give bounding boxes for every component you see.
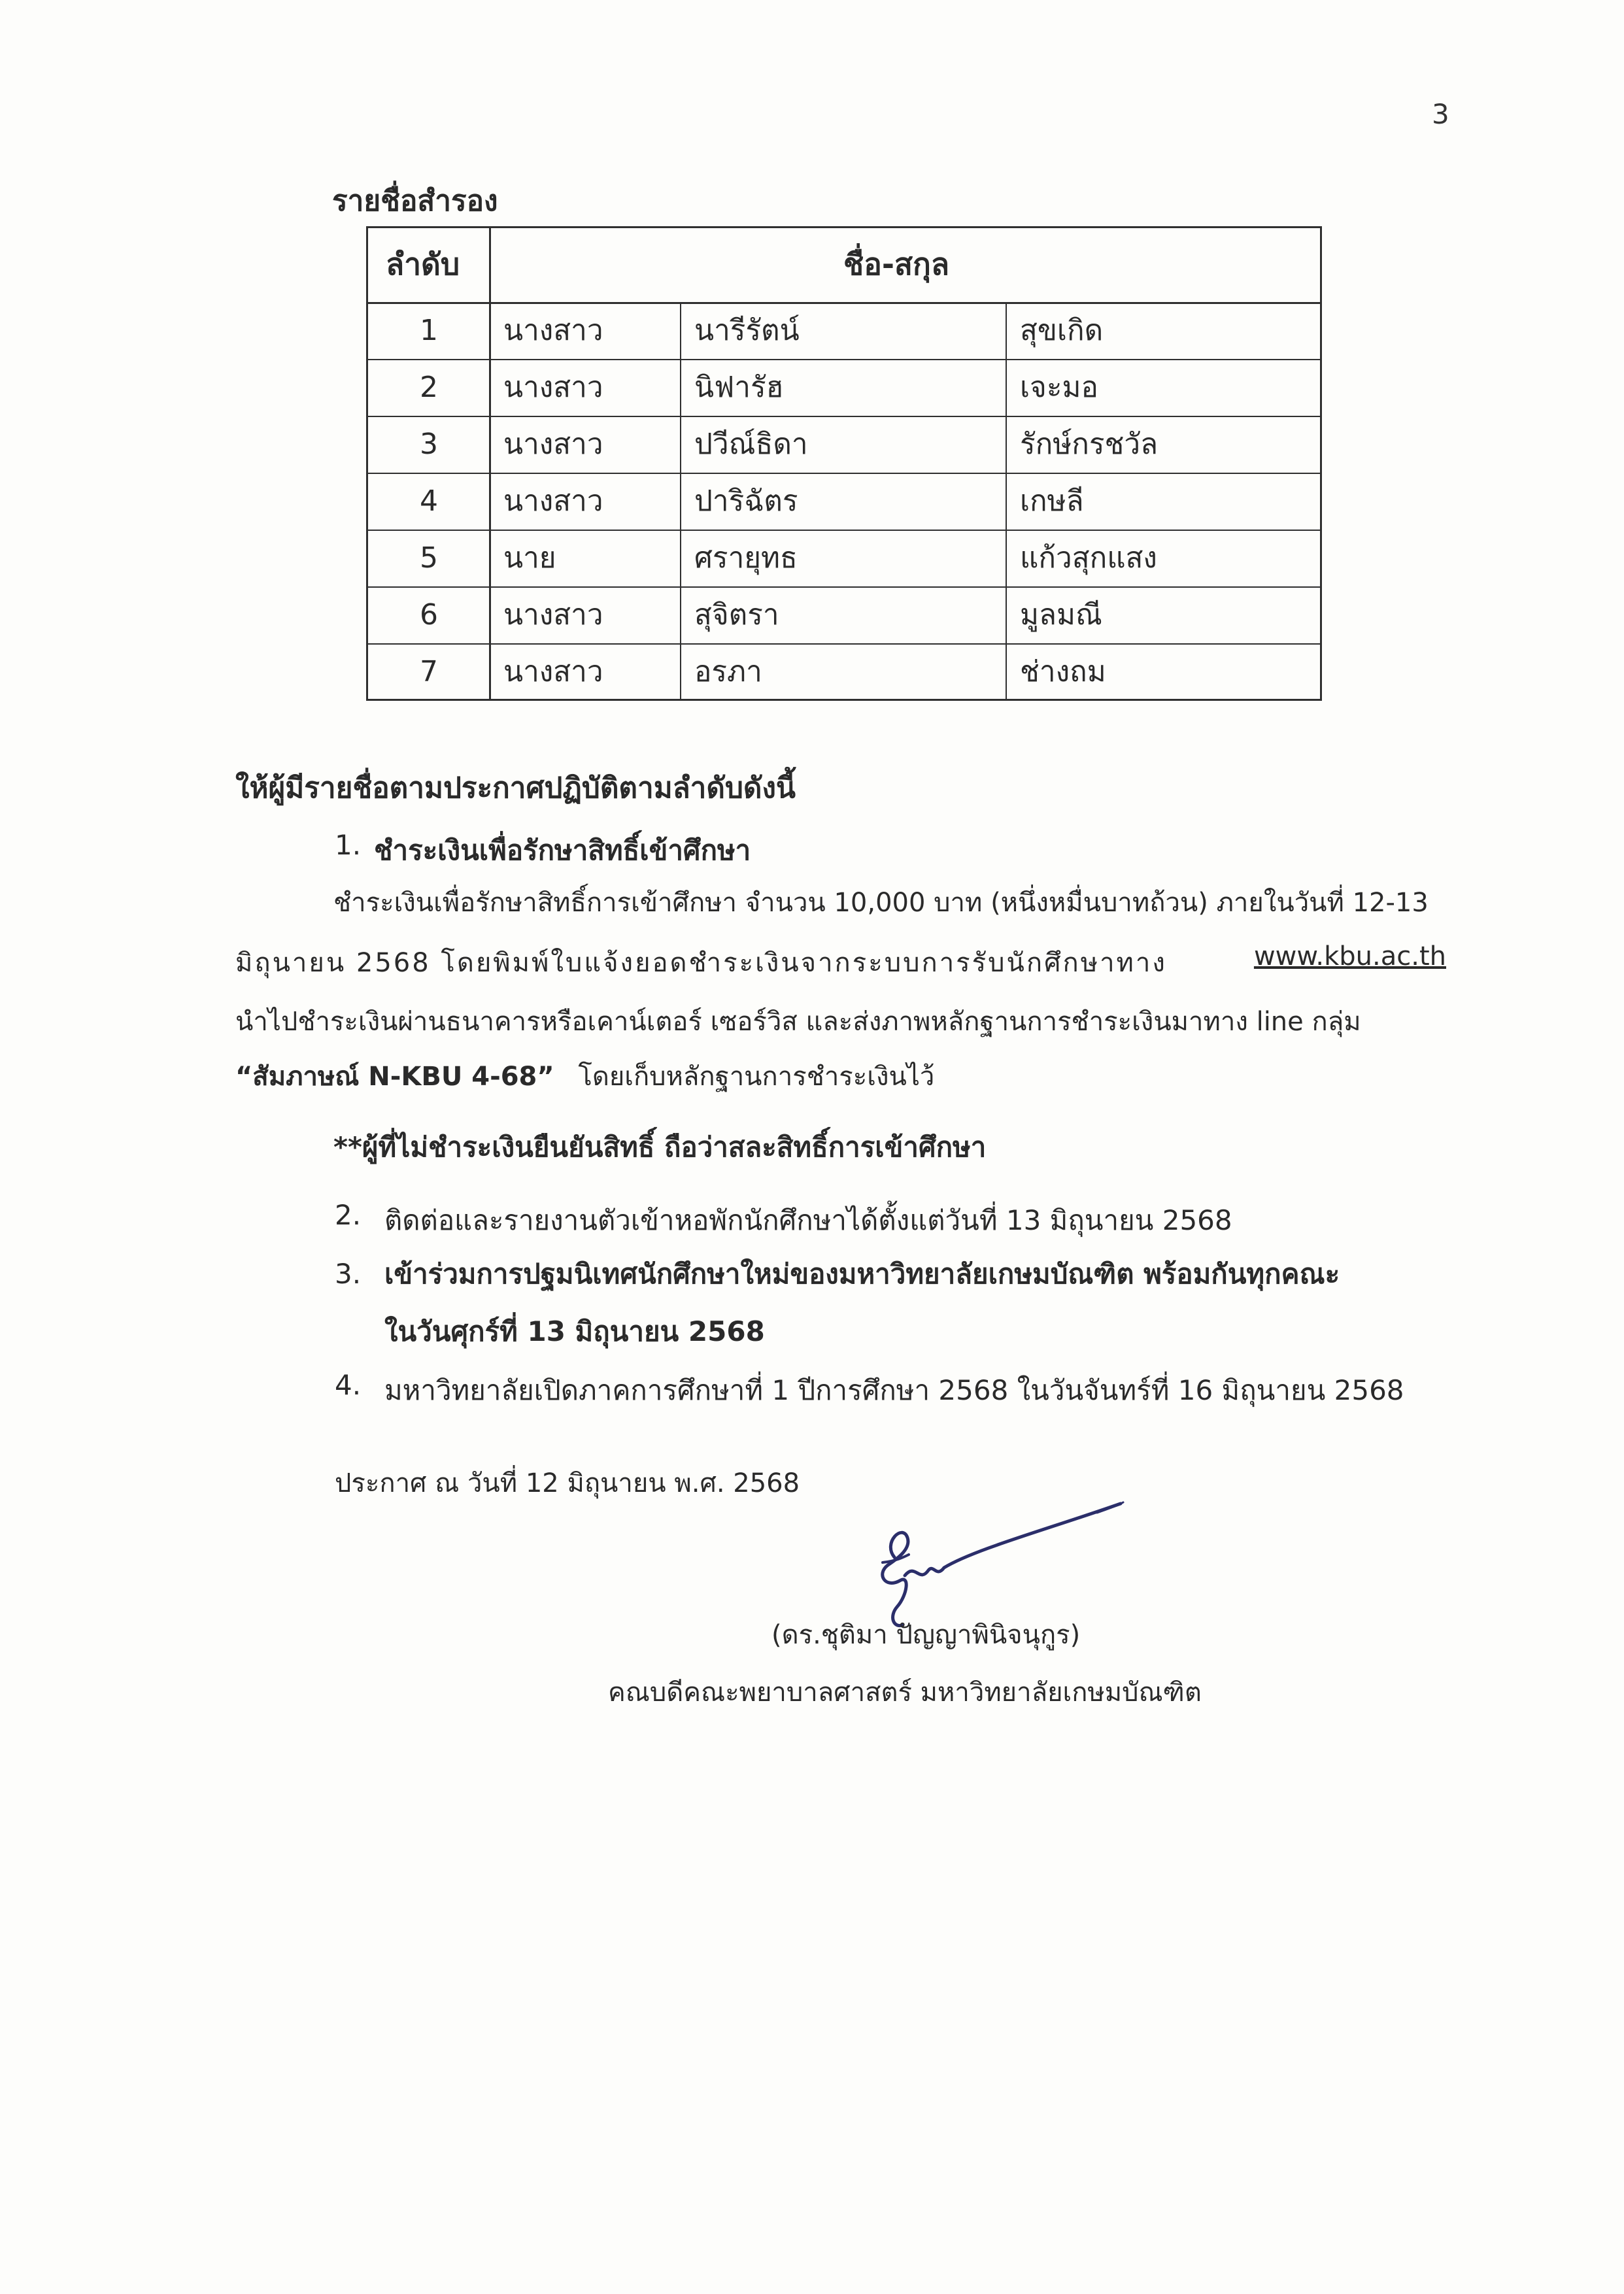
row-divider <box>366 359 1322 360</box>
row-title: นางสาว <box>503 428 603 461</box>
item1-line3: นำไปชำระเงินผ่านธนาคารหรือเคาน์เตอร์ เซอร์วิส และส่งภาพหลักฐานการชำระเงินมาทาง line กลุ่ม <box>235 1007 1361 1037</box>
column-divider <box>1006 302 1007 701</box>
payment-warning: **ผู้ที่ไม่ชำระเงินยืนยันสิทธิ์ ถือว่าสละสิทธิ์การเข้าศึกษา <box>333 1131 987 1163</box>
row-first-name: นารีรัตน์ <box>694 314 800 347</box>
item-number: 4. <box>335 1369 362 1401</box>
table-border <box>366 226 1322 228</box>
row-divider <box>366 586 1322 588</box>
item1-title: ชำระเงินเพื่อรักษาสิทธิ์เข้าศึกษา <box>374 834 751 866</box>
row-divider <box>366 416 1322 417</box>
row-last-name: เกษลี <box>1020 484 1084 518</box>
item-number: 3. <box>335 1258 362 1290</box>
header-name: ชื่อ-สกุล <box>843 246 950 282</box>
row-first-name: ปวีณ์ธิดา <box>694 428 808 461</box>
row-number: 4 <box>420 484 438 518</box>
table-border <box>366 302 1322 304</box>
column-divider <box>680 302 681 701</box>
row-number: 7 <box>420 655 438 688</box>
row-divider <box>366 643 1322 645</box>
row-last-name: รักษ์กรชวัล <box>1020 428 1159 461</box>
reserve-table <box>366 226 1322 701</box>
row-last-name: เจะมอ <box>1020 371 1098 404</box>
item-number: 1. <box>335 829 362 861</box>
row-divider <box>366 473 1322 474</box>
row-title: นางสาว <box>503 484 603 518</box>
item3-line2: ในวันศุกร์ที่ 13 มิถุนายน 2568 <box>384 1315 765 1347</box>
table-border <box>1320 226 1322 701</box>
row-first-name: นิฟารัฮ <box>694 371 784 404</box>
row-title: นางสาว <box>503 655 603 688</box>
row-number: 2 <box>420 371 438 404</box>
header-order: ลำดับ <box>386 246 460 282</box>
item2-text: ติดต่อและรายงานตัวเข้าหอพักนักศึกษาได้ตั้งแต่วันที่ 13 มิถุนายน 2568 <box>384 1204 1232 1236</box>
row-last-name: ช่างถม <box>1020 655 1106 688</box>
page-number: 3 <box>1432 98 1449 130</box>
reserve-list-title: รายชื่อสำรอง <box>332 184 498 218</box>
announcement-date: ประกาศ ณ วันที่ 12 มิถุนายน พ.ศ. 2568 <box>335 1468 800 1498</box>
row-last-name: สุขเกิด <box>1020 314 1104 347</box>
row-first-name: ศรายุทธ <box>694 541 798 575</box>
item1-line4-rest: โดยเก็บหลักฐานการชำระเงินไว้ <box>578 1062 935 1092</box>
line-group-name: “สัมภาษณ์ N-KBU 4-68” <box>235 1062 554 1092</box>
instructions-heading: ให้ผู้มีรายชื่อตามประกาศปฏิบัติตามลำดับดังนี้ <box>235 771 796 805</box>
item1-line4 <box>235 1055 934 1097</box>
item1-line1: ชำระเงินเพื่อรักษาสิทธิ์การเข้าศึกษา จำนวน 10,000 บาท (หนึ่งหมื่นบาทถ้วน) ภายในวันที่ 12-13 <box>333 888 1429 918</box>
row-first-name: อรภา <box>694 655 762 688</box>
table-border <box>366 226 368 701</box>
row-divider <box>366 530 1322 531</box>
row-number: 6 <box>420 598 438 632</box>
row-first-name: สุจิตรา <box>694 598 779 632</box>
table-border <box>366 699 1322 701</box>
row-title: นางสาว <box>503 314 603 347</box>
kbu-website-link[interactable]: www.kbu.ac.th <box>1253 941 1446 971</box>
signatory-position: คณบดีคณะพยาบาลศาสตร์ มหาวิทยาลัยเกษมบัณฑิต <box>608 1678 1202 1708</box>
row-title: นาย <box>503 541 556 575</box>
signatory-name: (ดร.ชุติมา ปัญญาพินิจนุกูร) <box>771 1620 1081 1650</box>
row-last-name: แก้วสุกแสง <box>1020 541 1157 575</box>
table-border <box>489 226 491 701</box>
row-last-name: มูลมณี <box>1020 598 1102 632</box>
row-number: 3 <box>420 428 438 461</box>
item1-line2 <box>235 941 1446 983</box>
row-number: 5 <box>420 541 438 575</box>
item4-text: มหาวิทยาลัยเปิดภาคการศึกษาที่ 1 ปีการศึกษา 2568 ในวันจันทร์ที่ 16 มิถุนายน 2568 <box>384 1374 1404 1406</box>
item3-line1: เข้าร่วมการปฐมนิเทศนักศึกษาใหม่ของมหาวิทยาลัยเกษมบัณฑิต พร้อมกันทุกคณะ <box>384 1258 1340 1290</box>
item-number: 2. <box>335 1199 362 1231</box>
row-title: นางสาว <box>503 371 603 404</box>
row-first-name: ปาริฉัตร <box>694 484 798 518</box>
row-title: นางสาว <box>503 598 603 632</box>
item1-line2-text: มิถุนายน 2568 โดยพิมพ์ใบแจ้งยอดชำระเงินจากระบบการรับนักศึกษาทาง <box>235 948 1167 978</box>
row-number: 1 <box>420 314 438 347</box>
